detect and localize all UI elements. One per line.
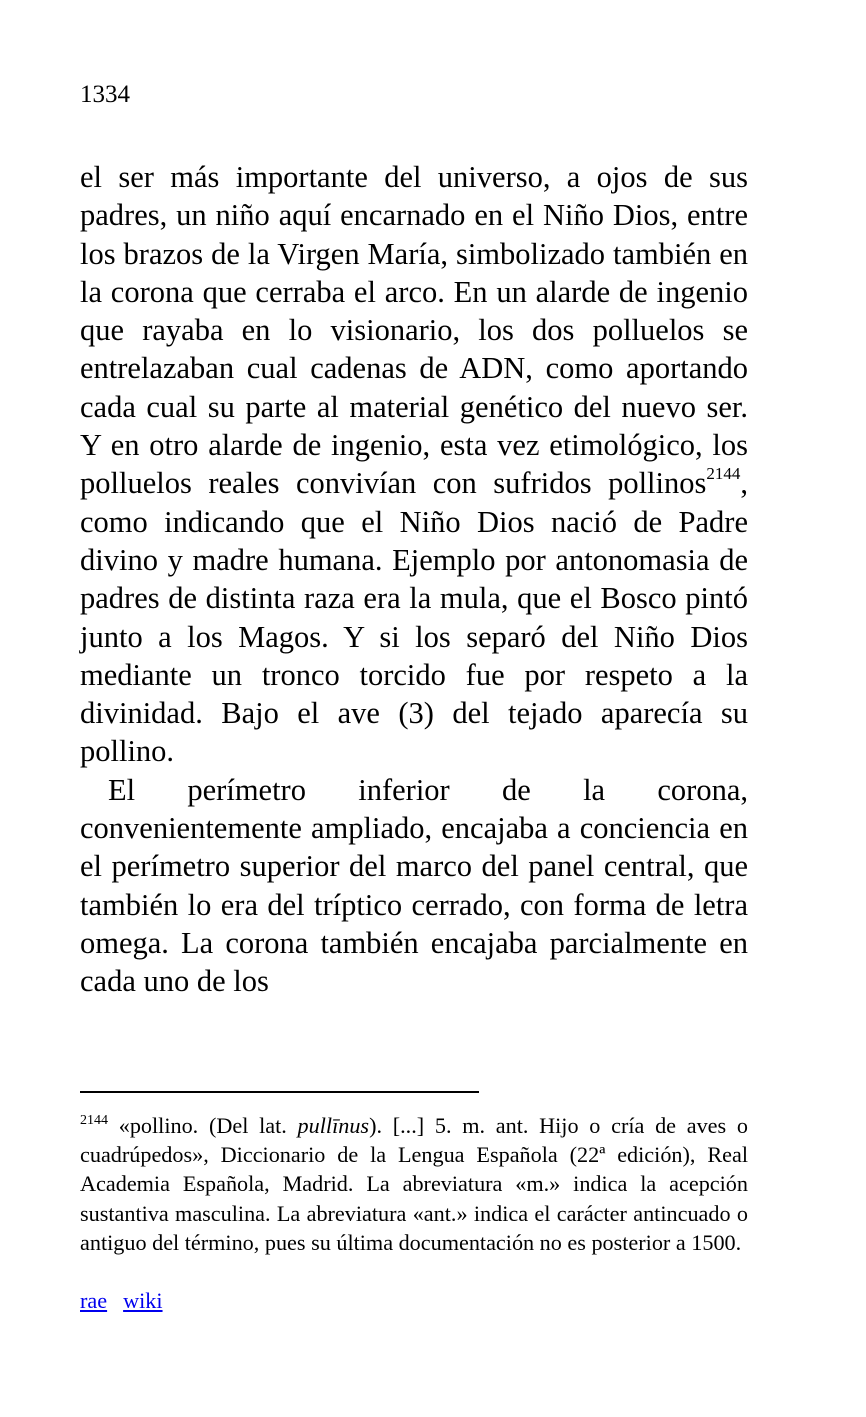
footnote-separator xyxy=(80,1091,479,1093)
rae-link[interactable]: rae xyxy=(80,1288,108,1313)
paragraph-1-part-2: , como indicando que el Niño Dios nació de Padre divino y madre humana. Ejemplo por antonomasia de padres de distinta raza era la mula, que el Bosco pintó junto a los Magos. Y si los separó del Niño Dios mediante un tronco torcido fue por respeto a la divinidad. Bajo el ave (3) del tejado aparecía su pollino. xyxy=(80,466,748,769)
paragraph-1-part-1: el ser más importante del universo, a ojos de sus padres, un niño aquí encarnado en el Niño Dios, entre los brazos de la Virgen María, simbolizado también en la corona que cerraba el arco. En un alarde de ingenio que rayaba en lo visionario, los dos polluelos se entrelazaban cual cadenas de ADN, como aportando cada cual su parte al material genético del nuevo ser. Y en otro alarde de ingenio, esta vez etimológico, los polluelos reales convivían con sufridos pollinos xyxy=(80,160,748,501)
footnote-text-end: ). [...] 5. m. ant. Hijo o cría de aves o cuadrúpedos», Diccionario de la Lengua Española (22ª edición), Real Academia Española, Madrid. La abreviatura «m.» indica la acepción sustantiva masculina. La abreviatura «ant.» indica el carácter antincuado o antiguo del término, pues su última documentación no es posterior a 1500. xyxy=(80,1113,748,1255)
footnote-links xyxy=(80,1286,179,1315)
wiki-link[interactable]: wiki xyxy=(123,1288,163,1313)
footnote xyxy=(80,1111,748,1257)
footnote-number: 2144 xyxy=(80,1113,108,1128)
paragraph-1 xyxy=(80,158,748,771)
footnote-reference[interactable]: 2144 xyxy=(706,464,741,484)
paragraph-2: El perímetro inferior de la corona, convenientemente ampliado, encajaba a conciencia en el perímetro superior del marco del panel central, que también lo era del tríptico cerrado, con forma de letra omega. La corona también encajaba parcialmente en cada uno de los xyxy=(80,772,748,999)
footnote-text-start: «pollino. (Del lat. xyxy=(108,1113,298,1138)
footnote-latin-term: pullīnus xyxy=(297,1113,370,1138)
body-text xyxy=(80,158,748,1001)
page-number: 1334 xyxy=(80,81,130,108)
